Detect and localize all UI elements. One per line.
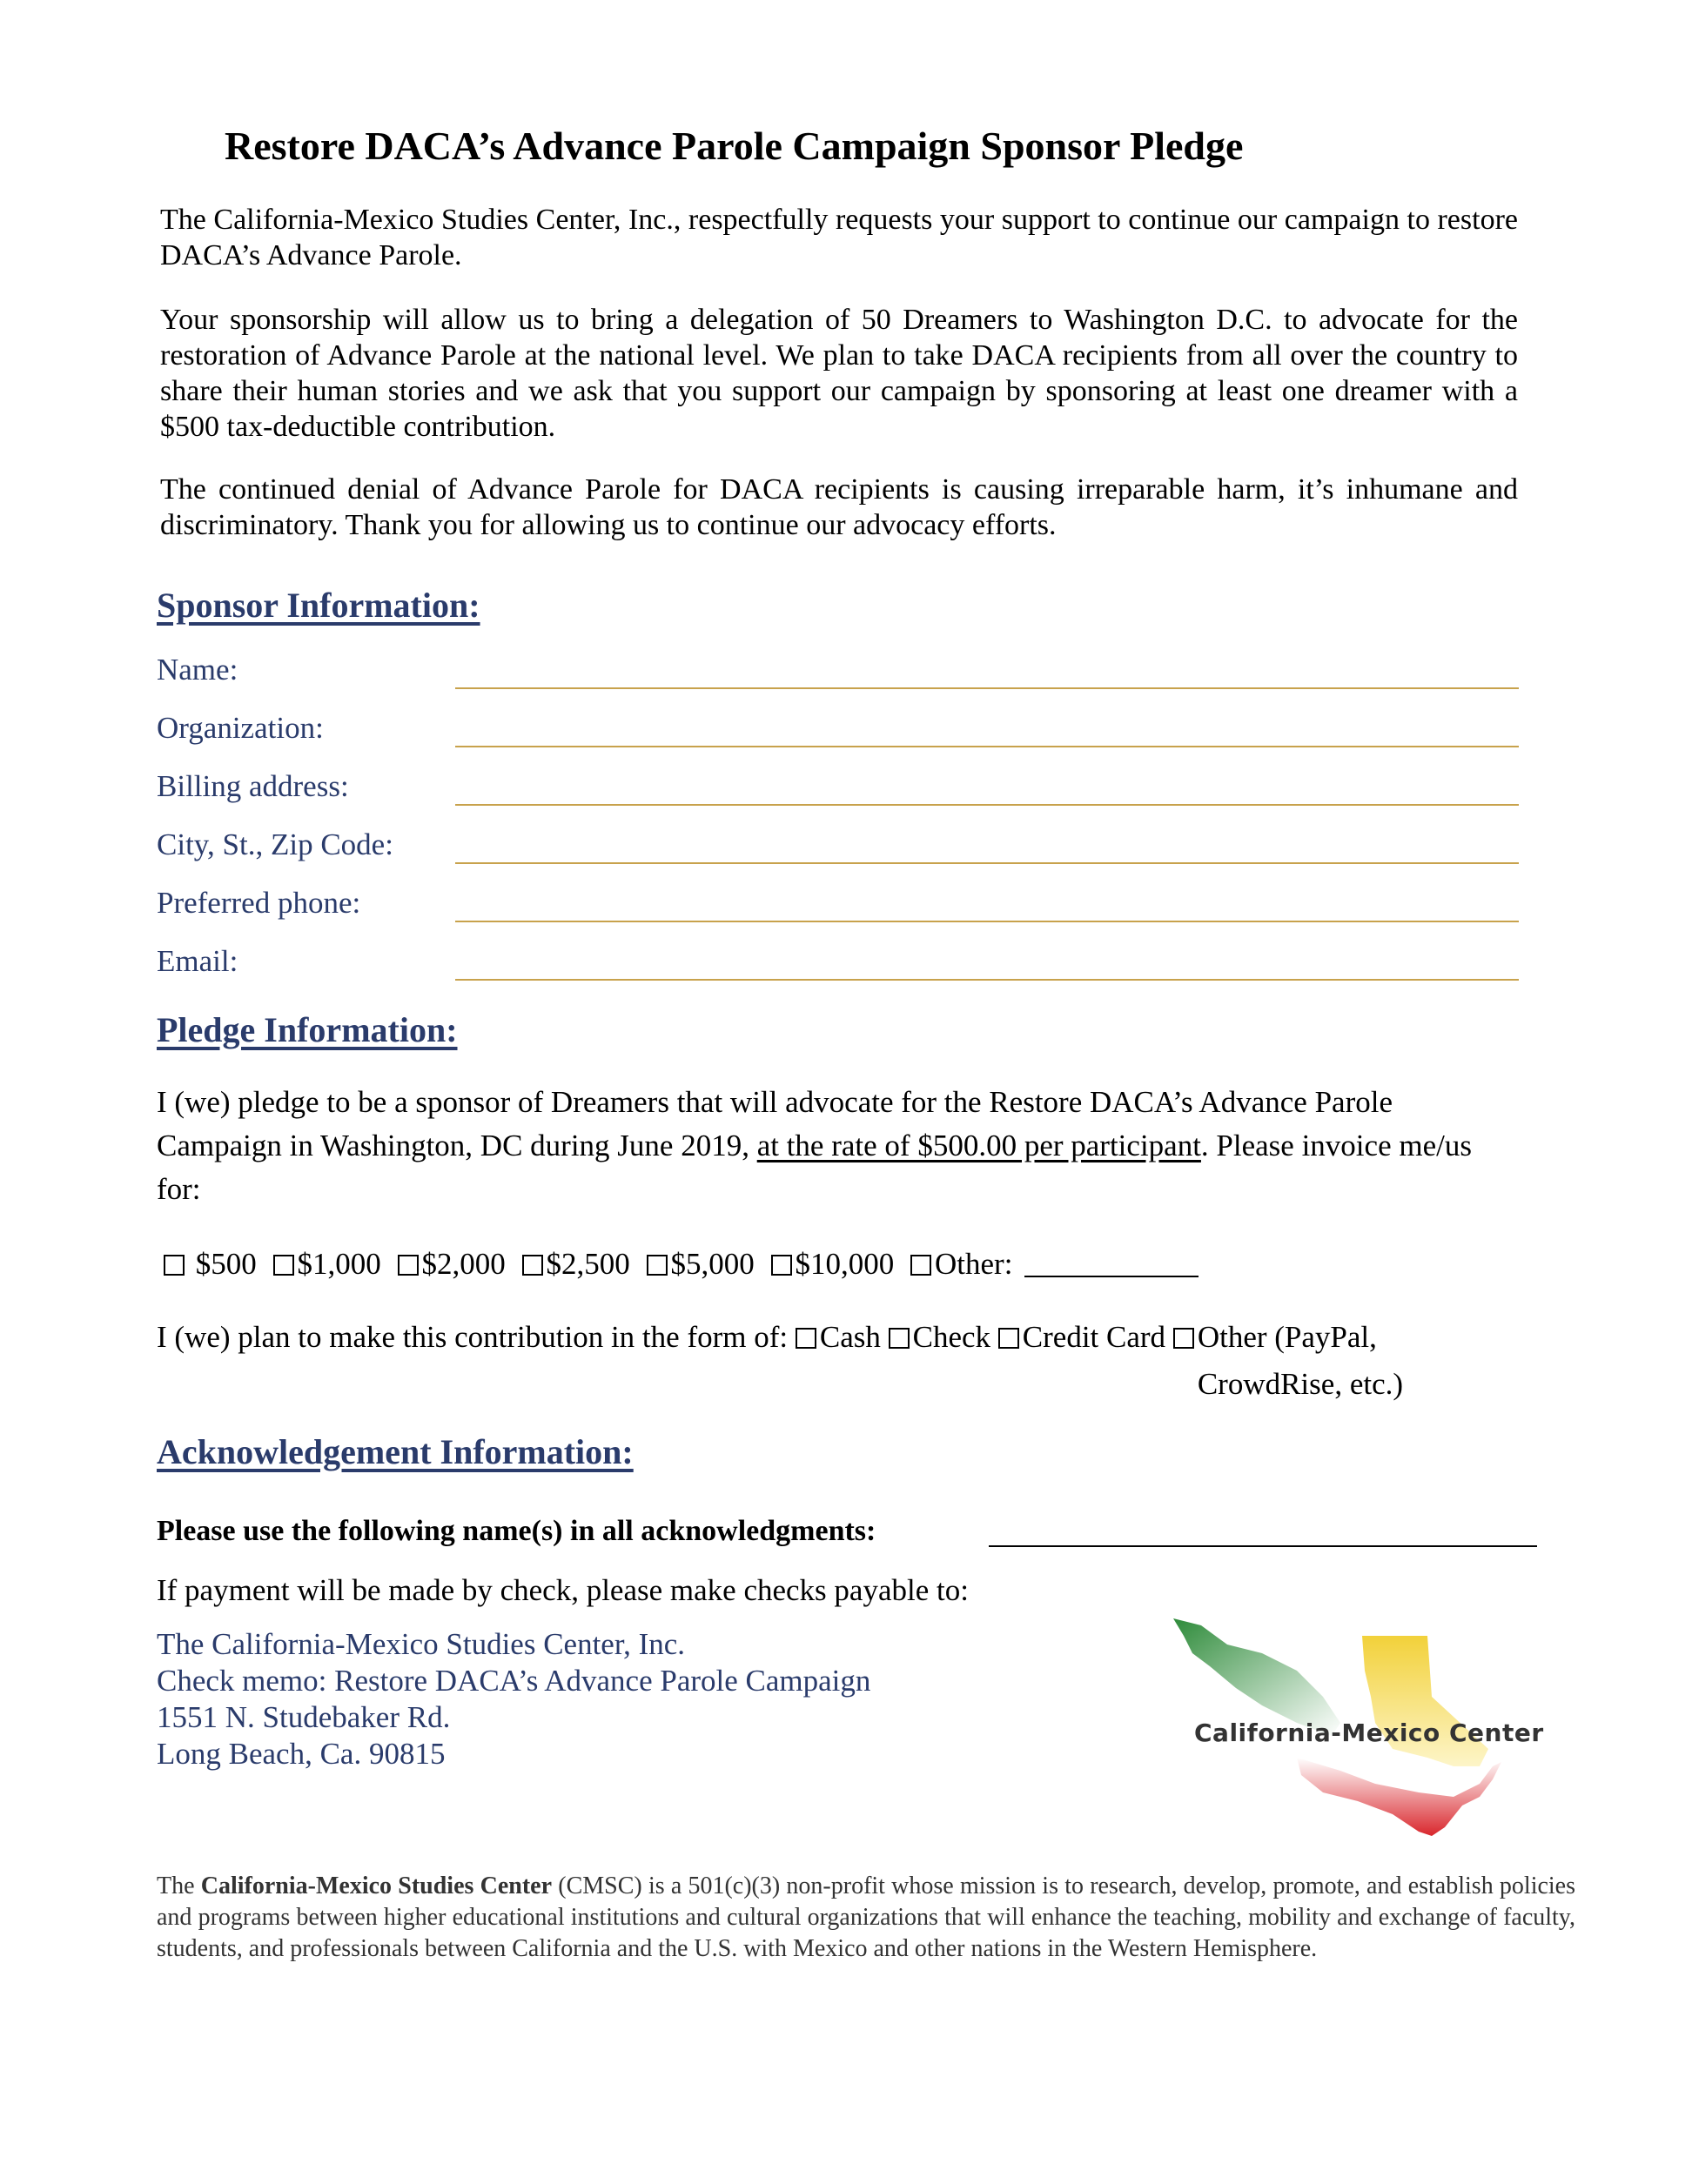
intro-paragraph-3: The continued denial of Advance Parole for DACA recipients is causing irreparable harm, it’s inhumane and discriminatory. Thank you for allowing us to continue our advocacy efforts. [160, 473, 1518, 541]
check-note: If payment will be made by check, please make checks payable to: [157, 1573, 969, 1607]
checkbox[interactable] [771, 1255, 792, 1276]
checkbox-cash[interactable] [796, 1328, 816, 1349]
mexico-red-shape [1297, 1758, 1501, 1836]
form-credit-card: Credit Card [1022, 1320, 1166, 1354]
checkbox[interactable] [164, 1255, 185, 1276]
amount-option-other[interactable]: Other: [910, 1243, 1198, 1286]
checkbox[interactable] [522, 1255, 543, 1276]
checkbox[interactable] [910, 1255, 931, 1276]
form-cash: Cash [819, 1320, 881, 1354]
contribution-form-row [157, 1314, 1420, 1408]
form-prefix: I (we) plan to make this contribution in the form of: [157, 1320, 789, 1354]
pledge-text: I (we) pledge to be a sponsor of Dreamers that will advocate for the Restore DACA’s Advance Parole Campaign in Washington, DC during June 2019, [157, 1085, 1393, 1162]
footer-text: (CMSC) is a 501(c)(3) non-profit whose mission is to research, develop, promote, and establish policies and programs between higher educational institutions and cultural organizations that will enhance the teaching, mobility and exchange of faculty, students, and professionals between California and the U.S. with Mexico and other nations in the Western Hemisphere. [157, 1872, 1576, 1962]
intro-paragraph-1: The California-Mexico Studies Center, Inc., respectfully requests your support to continue our campaign to restore DACA’s Advance Parole. [160, 204, 1518, 271]
form-check: Check [912, 1320, 991, 1354]
page-title: Restore DACA’s Advance Parole Campaign Sponsor Pledge [225, 124, 1244, 168]
checkbox-check[interactable] [889, 1328, 910, 1349]
amount-option-500[interactable]: $500 [164, 1243, 257, 1286]
pledge-rate: at the rate of $500.00 per participant [756, 1129, 1201, 1162]
email-label: Email: [157, 944, 238, 978]
billing-address-field[interactable] [455, 804, 1519, 806]
amount-option-1000[interactable]: $1,000 [273, 1243, 381, 1286]
checkbox[interactable] [647, 1255, 668, 1276]
checkbox-credit-card[interactable] [998, 1328, 1019, 1349]
address-line-2: Check memo: Restore DACA’s Advance Parole Campaign [157, 1664, 871, 1698]
sponsor-heading: Sponsor Information: [157, 586, 480, 625]
other-amount-field[interactable] [1024, 1253, 1198, 1277]
pledge-heading: Pledge Information: [157, 1010, 458, 1049]
amount-option-5000[interactable]: $5,000 [647, 1243, 755, 1286]
address-line-3: 1551 N. Studebaker Rd. [157, 1700, 451, 1734]
name-label: Name: [157, 653, 238, 687]
address-line-1: The California-Mexico Studies Center, Inc. [157, 1627, 686, 1661]
checkbox-other[interactable] [1173, 1328, 1194, 1349]
acknowledgement-heading: Acknowledgement Information: [157, 1432, 634, 1471]
acknowledgement-names-label: Please use the following name(s) in all acknowledgments: [157, 1515, 876, 1547]
acknowledgement-names-field[interactable] [989, 1545, 1537, 1547]
pledge-statement [157, 1081, 1514, 1211]
organization-label: Organization: [157, 711, 324, 745]
organization-field[interactable] [455, 746, 1519, 747]
footer-mission: The California-Mexico Studies Center (CMSC) is a 501(c)(3) non-profit whose mission is to research, develop, promote, and establish policies and programs between higher educational institutions and cultural organizations that will enhance the teaching, mobility and exchange of faculty, students, and professionals between California and the U.S. with Mexico and other nations in the Western Hemisphere. [157, 1872, 1576, 1962]
phone-field[interactable] [455, 921, 1519, 922]
checkbox[interactable] [273, 1255, 294, 1276]
address-line-4: Long Beach, Ca. 90815 [157, 1737, 446, 1771]
amount-option-10000[interactable]: $10,000 [771, 1243, 895, 1286]
checkbox[interactable] [398, 1255, 419, 1276]
amount-option-2500[interactable]: $2,500 [522, 1243, 630, 1286]
phone-label: Preferred phone: [157, 886, 361, 920]
email-field[interactable] [455, 979, 1519, 981]
billing-address-label: Billing address: [157, 769, 349, 803]
logo-text: California-Mexico Center [1194, 1718, 1544, 1747]
intro-paragraph-2: Your sponsorship will allow us to bring a delegation of 50 Dreamers to Washington D.C. to advocate for the restoration of Advance Parole at the national level. We plan to take DACA recipients from all over the country to share their human stories and we ask that you support our campaign by sponsoring at least one dreamer with a $500 tax-deductible contribution. [160, 304, 1518, 443]
form-other: Other (PayPal, CrowdRise, etc.) [1197, 1320, 1404, 1401]
amount-options [164, 1243, 1207, 1286]
name-field[interactable] [455, 687, 1519, 689]
footer-org-name: California-Mexico Studies Center [200, 1872, 553, 1899]
pledge-text-end: . Please invoice me/us for: [157, 1129, 1472, 1206]
amount-option-2000[interactable]: $2,000 [398, 1243, 506, 1286]
city-state-zip-label: City, St., Zip Code: [157, 827, 393, 861]
city-state-zip-field[interactable] [455, 862, 1519, 864]
